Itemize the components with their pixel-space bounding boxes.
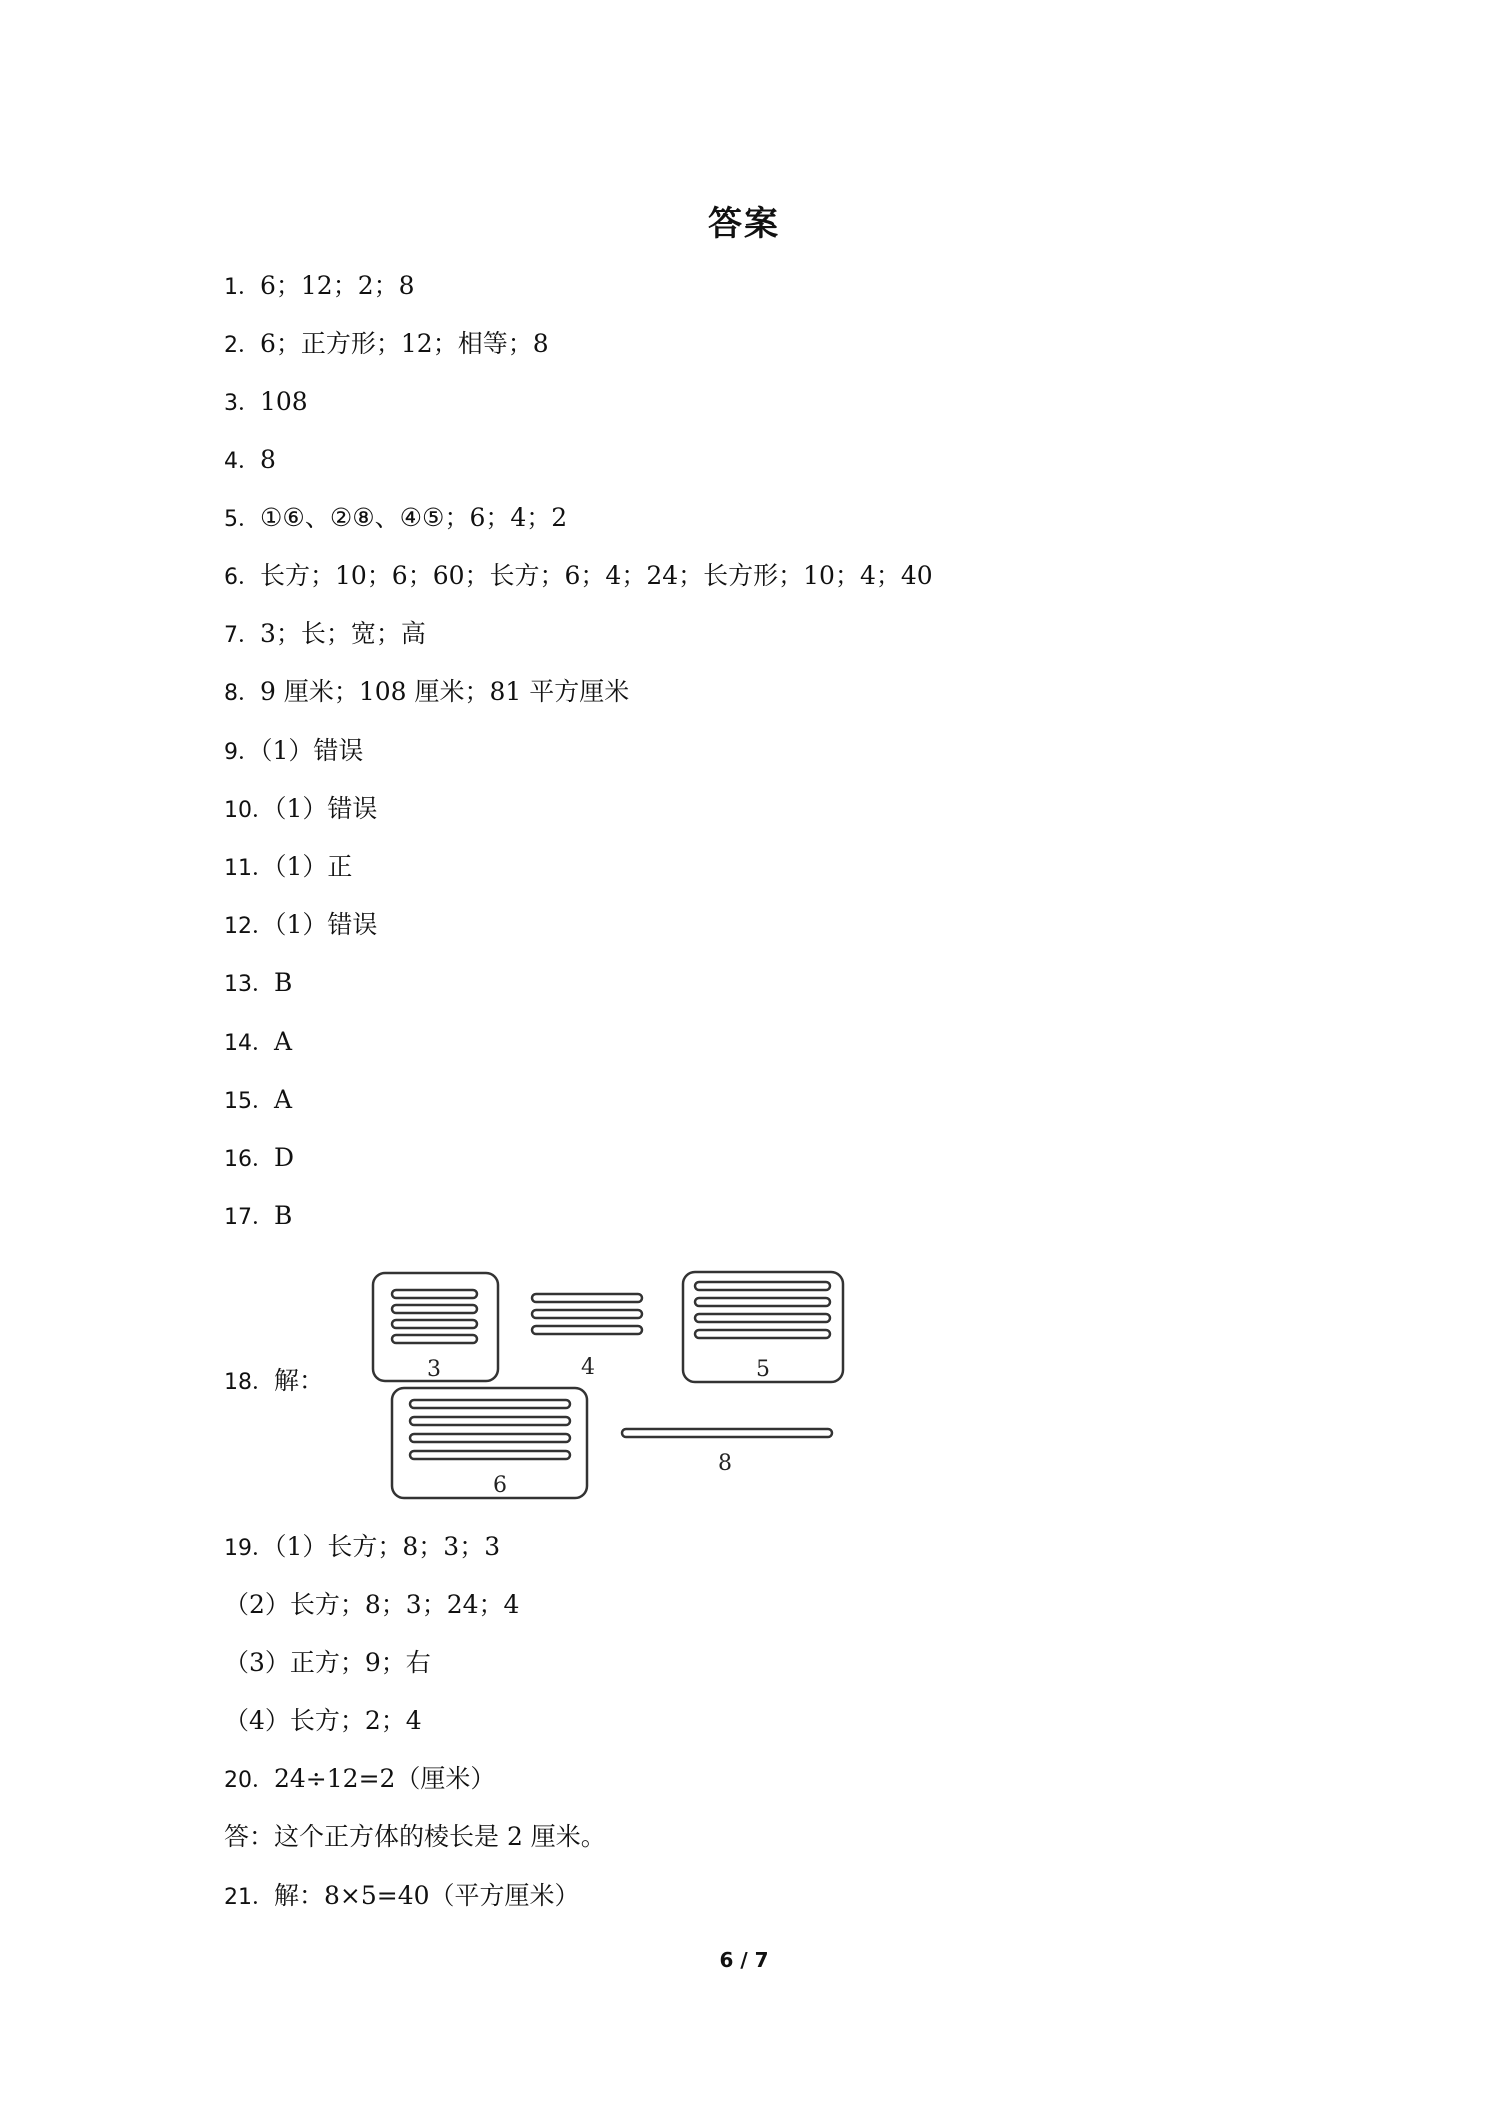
answer-text: （1）错误 bbox=[274, 910, 378, 939]
answer-number: 7． bbox=[224, 623, 260, 648]
page-title: 答案 bbox=[708, 204, 780, 244]
answer-line bbox=[224, 1200, 292, 1234]
answer-number: 13． bbox=[224, 972, 274, 997]
answer-line bbox=[224, 1531, 500, 1565]
stick-bundle bbox=[392, 1290, 477, 1343]
answer-number: 20． bbox=[224, 1768, 274, 1793]
answer-line bbox=[224, 1084, 292, 1118]
answer-text: 9 厘米；108 厘米；81 平方厘米 bbox=[260, 677, 630, 706]
answer-line bbox=[224, 560, 933, 594]
answer-number: 18． bbox=[224, 1370, 274, 1395]
answer-line bbox=[224, 793, 377, 827]
answer-line bbox=[224, 618, 426, 652]
answer-line bbox=[224, 676, 629, 710]
answer-line bbox=[224, 1880, 580, 1914]
answer-number: 12． bbox=[224, 914, 274, 939]
group-label: 5 bbox=[756, 1357, 770, 1382]
answer-text: ①⑥、②⑧、④⑤；6；4；2 bbox=[260, 503, 568, 532]
group-label: 8 bbox=[718, 1451, 732, 1476]
stick-single bbox=[622, 1429, 832, 1437]
answer-line bbox=[224, 444, 276, 478]
answer-text: 108 bbox=[260, 387, 308, 416]
group-label: 6 bbox=[493, 1473, 507, 1498]
answer-line bbox=[224, 328, 549, 362]
answer-number: 3． bbox=[224, 391, 260, 416]
answer-number: 4． bbox=[224, 449, 260, 474]
answer-number: 19． bbox=[224, 1536, 274, 1561]
answer-number: 10． bbox=[224, 798, 274, 823]
answer-text: B bbox=[274, 1201, 293, 1230]
answer-number: 5． bbox=[224, 507, 260, 532]
answer-text: 解：8×5=40（平方厘米） bbox=[274, 1881, 580, 1910]
answer-line bbox=[224, 851, 352, 885]
answer-text: 解： bbox=[274, 1366, 325, 1395]
answer-text: （3）正方；9；右 bbox=[224, 1648, 431, 1677]
answer-text: （4）长方；2；4 bbox=[224, 1706, 422, 1735]
stick-bundle bbox=[532, 1294, 642, 1334]
stick-groups-figure bbox=[370, 1270, 850, 1500]
answer-text: （1）错误 bbox=[260, 736, 364, 765]
answer-line bbox=[224, 1142, 294, 1176]
answer-text: （2）长方；8；3；24；4 bbox=[224, 1590, 520, 1619]
answer-line bbox=[224, 1026, 292, 1060]
answer-line bbox=[224, 1589, 519, 1623]
answer-number: 8． bbox=[224, 681, 260, 706]
answer-line bbox=[224, 909, 377, 943]
answer-text: 答：这个正方体的棱长是 2 厘米。 bbox=[224, 1822, 606, 1851]
answer-text: （1）长方；8；3；3 bbox=[274, 1532, 501, 1561]
answer-text: 3；长；宽；高 bbox=[260, 619, 426, 648]
answer-text: 6；正方形；12；相等；8 bbox=[260, 329, 549, 358]
answer-number: 2． bbox=[224, 333, 260, 358]
answer-number: 17． bbox=[224, 1205, 274, 1230]
answer-text: 24÷12=2（厘米） bbox=[274, 1764, 496, 1793]
answer-text: A bbox=[274, 1085, 293, 1114]
answer-number: 21． bbox=[224, 1885, 274, 1910]
page-number: 6 / 7 bbox=[719, 1948, 769, 1972]
answer-number: 16． bbox=[224, 1147, 274, 1172]
answer-text: （1）正 bbox=[274, 852, 353, 881]
answer-line bbox=[224, 386, 308, 420]
answer-number: 14． bbox=[224, 1031, 274, 1056]
answer-text: 8 bbox=[260, 445, 276, 474]
answer-line bbox=[224, 967, 292, 1001]
answer-text: A bbox=[274, 1027, 293, 1056]
answer-number: 9． bbox=[224, 740, 260, 765]
answer-text: 6；12；2；8 bbox=[260, 271, 415, 300]
answer-text: （1）错误 bbox=[274, 794, 378, 823]
answer-number: 1． bbox=[224, 275, 260, 300]
answer-line bbox=[224, 1647, 431, 1681]
answer-number: 11． bbox=[224, 856, 274, 881]
answer-line bbox=[224, 1705, 422, 1739]
group-label: 4 bbox=[581, 1355, 595, 1380]
answer-line bbox=[224, 1763, 495, 1797]
answer-number: 15． bbox=[224, 1089, 274, 1114]
answer-line bbox=[224, 735, 363, 769]
answer-text: 长方；10；6；60；长方；6；4；24；长方形；10；4；40 bbox=[260, 561, 933, 590]
answer-line bbox=[224, 270, 415, 304]
answer-line bbox=[224, 1821, 606, 1855]
answer-text: B bbox=[274, 968, 293, 997]
answer-line bbox=[224, 1365, 324, 1399]
stick-bundle bbox=[695, 1282, 830, 1338]
answer-text: D bbox=[274, 1143, 295, 1172]
answer-line bbox=[224, 502, 567, 536]
answer-number: 6． bbox=[224, 565, 260, 590]
stick-bundle bbox=[410, 1400, 570, 1459]
group-label: 3 bbox=[427, 1357, 441, 1382]
